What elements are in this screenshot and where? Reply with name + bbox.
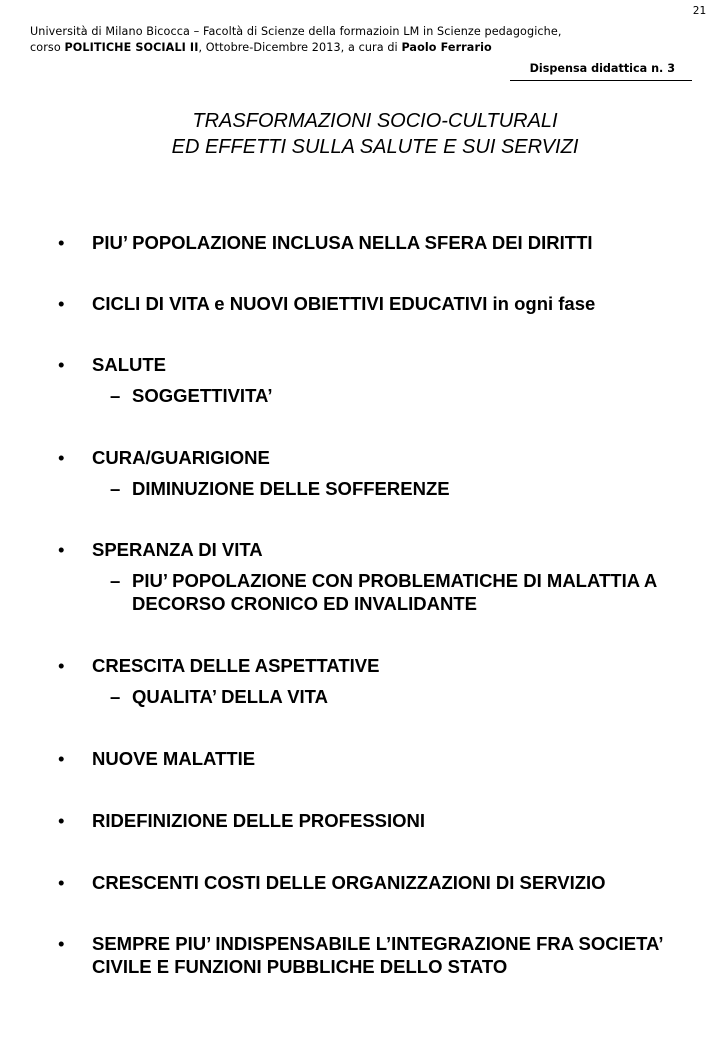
dash-icon: – [110, 686, 121, 707]
list-item [58, 231, 698, 254]
bullet-icon: • [58, 872, 65, 893]
sub-item [110, 477, 698, 500]
sub-item-text: QUALITA’ DELLA VITA [132, 686, 328, 707]
list-item [58, 538, 698, 615]
header-line-2 [30, 40, 692, 56]
header-course-name: POLITICHE SOCIALI II [64, 41, 199, 54]
handout-number: Dispensa didattica n. 3 [529, 62, 675, 75]
title-line-2: ED EFFETTI SULLA SALUTE E SUI SERVIZI [171, 136, 579, 158]
list-item [58, 353, 698, 407]
bullet-icon: • [58, 354, 65, 375]
page-number: 21 [692, 4, 706, 17]
list-item [58, 446, 698, 500]
header-course-dates: , Ottobre-Dicembre 2013, a cura di [198, 41, 402, 54]
bullet-icon: • [58, 810, 65, 831]
list-item-text: CRESCITA DELLE ASPETTATIVE [92, 655, 380, 676]
header-course-prefix: corso [30, 41, 65, 54]
header-divider [510, 80, 692, 81]
list-item-text: NUOVE MALATTIE [92, 748, 256, 769]
list-item [58, 809, 698, 832]
sub-item-text: DIMINUZIONE DELLE SOFFERENZE [132, 478, 450, 499]
header-author: Paolo Ferrario [401, 41, 492, 54]
list-item-text: CURA/GUARIGIONE [92, 447, 270, 468]
list-item [58, 654, 698, 708]
list-item [58, 871, 698, 894]
bullet-icon: • [58, 933, 65, 954]
list-item-text: SPERANZA DI VITA [92, 539, 263, 560]
list-item [58, 932, 698, 978]
page-title [0, 108, 720, 160]
sub-item-text: SOGGETTIVITA’ [132, 385, 273, 406]
dash-icon: – [110, 570, 121, 591]
bullet-icon: • [58, 655, 65, 676]
dash-icon: – [110, 478, 121, 499]
sub-item [110, 384, 698, 407]
list-item-text: SEMPRE PIU’ INDISPENSABILE L’INTEGRAZIONE FRA SOCIETA’ CIVILE E FUNZIONI PUBBLICHE DELLO STATO [92, 933, 663, 977]
bullet-icon: • [58, 539, 65, 560]
bullet-icon: • [58, 447, 65, 468]
bullet-icon: • [58, 293, 65, 314]
title-line-1: TRASFORMAZIONI SOCIO-CULTURALI [192, 110, 558, 132]
list-item-text: CRESCENTI COSTI DELLE ORGANIZZAZIONI DI SERVIZIO [92, 872, 606, 893]
bullet-icon: • [58, 232, 65, 253]
dash-icon: – [110, 385, 121, 406]
list-item-text: RIDEFINIZIONE DELLE PROFESSIONI [92, 810, 426, 831]
list-item-text: SALUTE [92, 354, 166, 375]
list-item [58, 292, 698, 315]
list-item-text: CICLI DI VITA e NUOVI OBIETTIVI EDUCATIVI in ogni fase [92, 293, 596, 314]
bullet-icon: • [58, 748, 65, 769]
document-header [30, 24, 692, 56]
sub-item [110, 569, 698, 615]
sub-item-text: PIU’ POPOLAZIONE CON PROBLEMATICHE DI MALATTIA A DECORSO CRONICO ED INVALIDANTE [132, 570, 657, 614]
sub-item [110, 685, 698, 708]
header-line-1: Università di Milano Bicocca – Facoltà di Scienze della formazioin LM in Scienze pedagogiche, [30, 25, 562, 38]
list-item-text: PIU’ POPOLAZIONE INCLUSA NELLA SFERA DEI DIRITTI [92, 232, 593, 253]
list-item [58, 747, 698, 770]
